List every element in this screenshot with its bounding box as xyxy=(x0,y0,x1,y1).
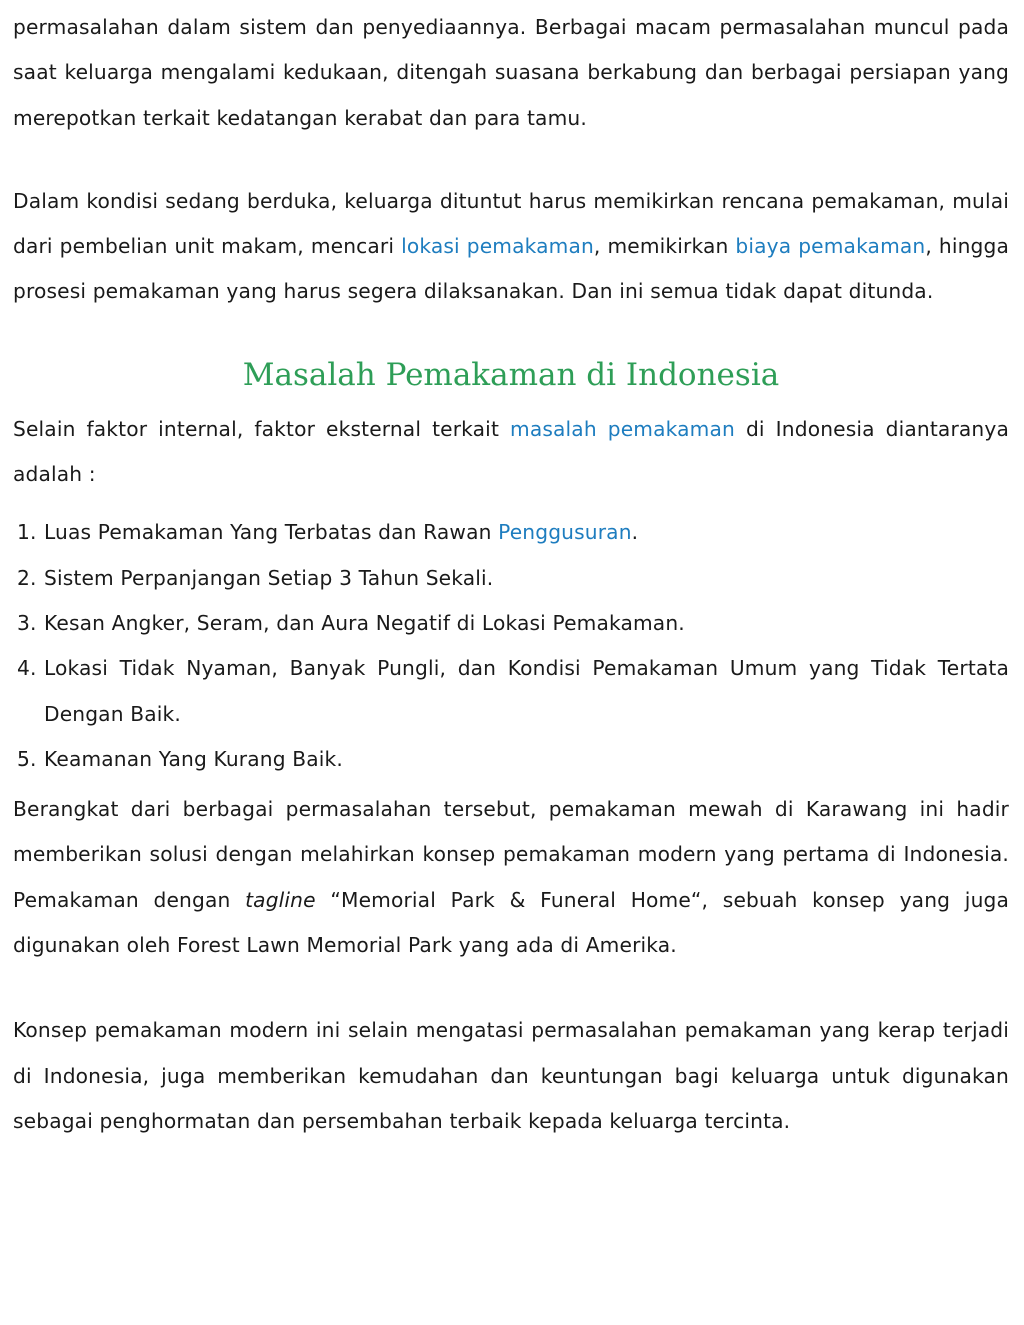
list-item-number: 4. xyxy=(17,656,37,681)
list-item-text: Luas Pemakaman Yang Terbatas dan Rawan xyxy=(44,520,499,545)
list-item xyxy=(13,646,1009,737)
list-item-text: Kesan Angker, Seram, dan Aura Negatif di Lokasi Pemakaman. xyxy=(44,610,685,635)
list-item-text: Lokasi Tidak Nyaman, Banyak Pungli, dan Kondisi Pemakaman Umum yang Tidak Tertata Dengan Baik. xyxy=(44,656,1009,726)
list-item xyxy=(13,737,1009,782)
article-body xyxy=(13,5,1009,1144)
list-item xyxy=(13,601,1009,646)
paragraph-2-text-a: Dalam kondisi sedang berduka, keluarga dituntut harus memikirkan rencana pemakaman, mulai dari pembelian unit makam, mencari xyxy=(13,188,1009,259)
paragraph-1: permasalahan dalam sistem dan penyediaannya. Berbagai macam permasalahan muncul pada saat keluarga mengalami kedukaan, ditengah suasana berkabung dan berbagai persiapan yang merepotkan terkait kedatangan kerabat dan para tamu. xyxy=(13,15,1009,130)
link-masalah-pemakaman[interactable]: masalah pemakaman xyxy=(510,416,735,441)
list-item-text: Keamanan Yang Kurang Baik. xyxy=(44,746,343,771)
paragraph-2 xyxy=(13,179,1009,315)
paragraph-4-text-a: Berangkat dari berbagai permasalahan tersebut, pemakaman mewah di Karawang ini hadir memberikan solusi dengan melahirkan konsep pemakaman modern yang pertama di Indonesia. Pemakaman dengan xyxy=(13,797,1009,912)
link-lokasi-pemakaman[interactable]: lokasi pemakaman xyxy=(401,234,594,259)
list-item xyxy=(13,510,1009,555)
list-item-number: 2. xyxy=(17,565,37,590)
list-item-after: . xyxy=(631,520,639,545)
tagline-word: tagline xyxy=(245,887,316,912)
paragraph-3-text-a: Selain faktor internal, faktor eksternal terkait xyxy=(13,416,511,441)
paragraph-2-text-b: , memikirkan xyxy=(593,234,736,259)
paragraph-4 xyxy=(13,787,1009,968)
paragraph-4-text-b: “Memorial Park & Funeral Home“, sebuah konsep yang juga digunakan oleh Forest Lawn Memorial Park yang ada di Amerika. xyxy=(13,887,1009,958)
paragraph-5: Konsep pemakaman modern ini selain mengatasi permasalahan pemakaman yang kerap terjadi di Indonesia, juga memberikan kemudahan dan keuntungan bagi keluarga untuk digunakan sebagai penghormatan dan persembahan terbaik kepada keluarga tercinta. xyxy=(13,1018,1009,1133)
paragraph-3-text-b: di Indonesia diantaranya adalah : xyxy=(13,416,1009,487)
list-item xyxy=(13,556,1009,601)
list-item-number: 3. xyxy=(17,610,37,635)
link-penggusuran[interactable]: Penggusuran xyxy=(498,520,632,545)
section-heading: Masalah Pemakaman di Indonesia xyxy=(242,356,780,393)
problem-list xyxy=(13,510,1009,782)
paragraph-2-text-c: , hingga prosesi pemakaman yang harus segera dilaksanakan. Dan ini semua tidak dapat ditunda. xyxy=(13,234,1009,304)
paragraph-3 xyxy=(13,407,1009,498)
link-biaya-pemakaman[interactable]: biaya pemakaman xyxy=(735,234,926,259)
list-item-text: Sistem Perpanjangan Setiap 3 Tahun Sekali. xyxy=(44,565,494,590)
list-item-number: 1. xyxy=(17,520,37,545)
list-item-number: 5. xyxy=(17,746,37,771)
